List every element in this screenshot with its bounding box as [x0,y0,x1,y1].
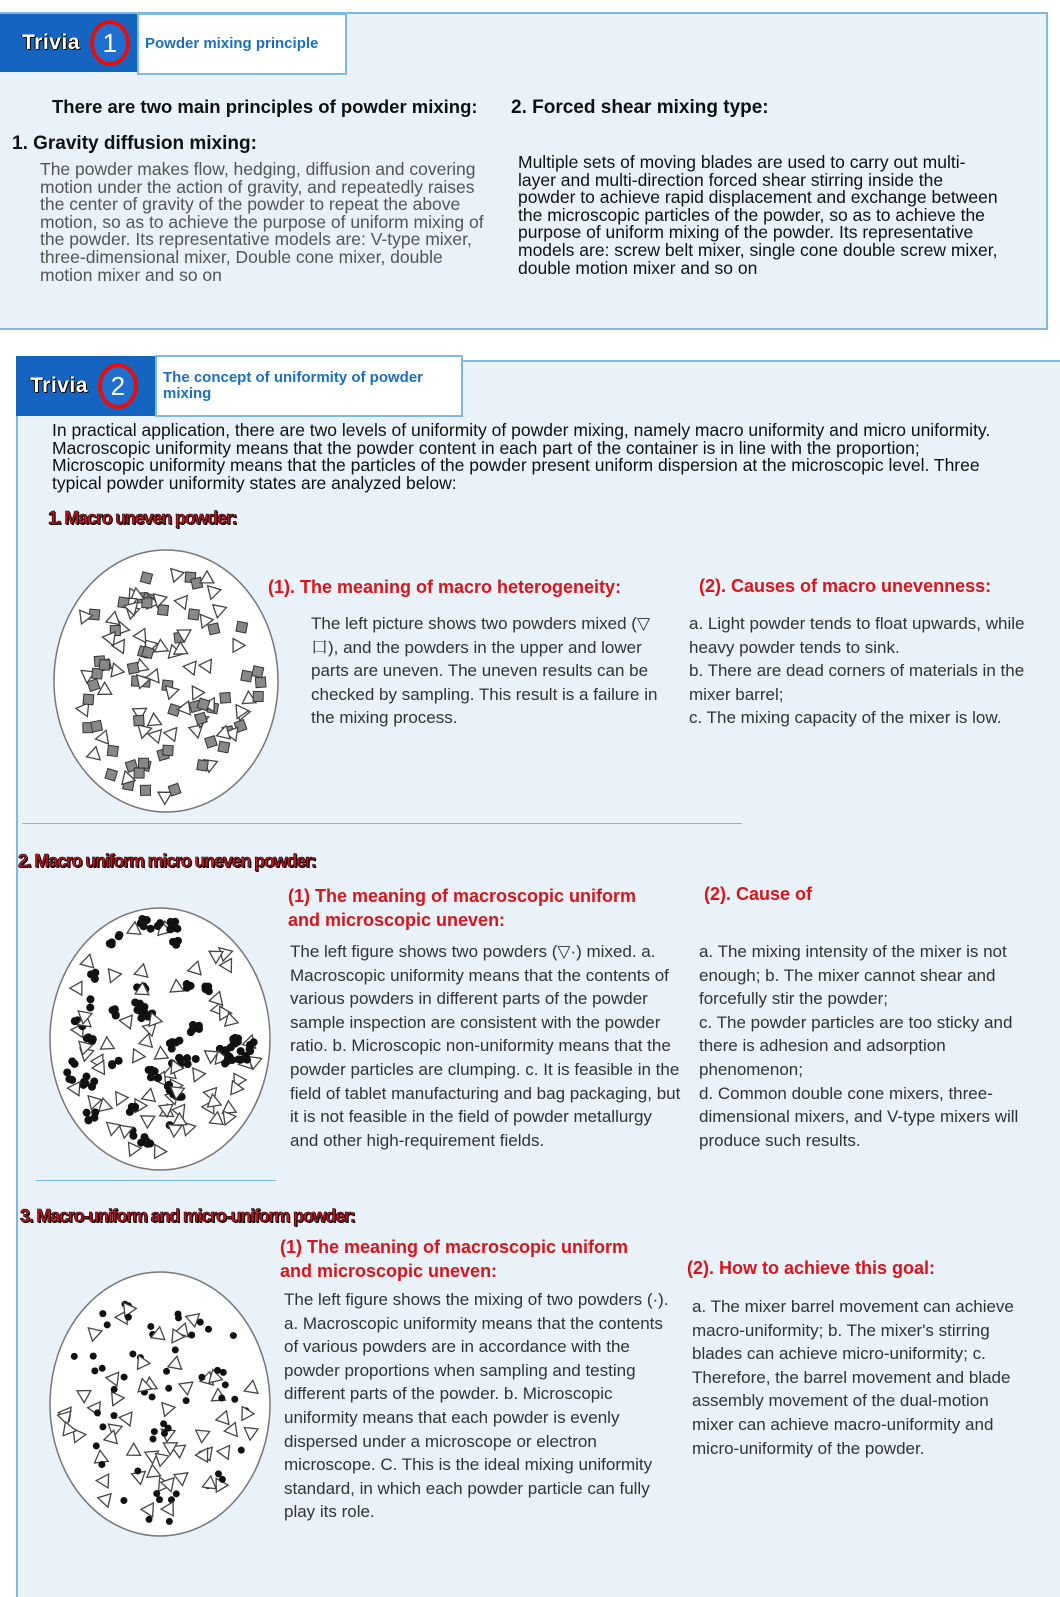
forced-shear-body: Multiple sets of moving blades are used to carry out multi-layer and multi-direction forced shear stirring inside the powder to achieve rapid displacement and exchange between the microscopic particles of the powder, so as to achieve the purpose of uniform mixing of the powder. Its representative models are: screw belt mixer, single cone double screw mixer, double motion mixer and so on [518,152,998,278]
macro-micro-uniform-illustration [46,1268,274,1540]
dot-particle [160,1420,167,1427]
macro-uneven-illustration [50,546,282,816]
dot-particle [83,1109,91,1117]
dot-particle [215,1470,222,1477]
dot-particle [222,1381,229,1388]
dot-particle [84,1116,92,1124]
case1-divider [22,823,742,824]
case2-cause-title: (2). Cause of [704,884,813,904]
dot-particle [141,1136,149,1144]
square-particle [220,692,231,703]
dot-particle [80,1078,88,1086]
dot-particle [187,982,195,990]
square-particle [252,666,264,678]
dot-particle [134,1467,141,1474]
square-particle [255,677,266,688]
section2-trivia-tab [16,356,156,416]
dot-particle [108,1061,116,1069]
dot-particle [166,1518,173,1525]
case3-meaning-text: The left figure shows the mixing of two powders (·). a. Macroscopic uniformity means that the contents of various powders are in accordance with the powder proportions when sampling and testing different parts of the powder. b. Microscopic uniformity means that each powder is evenly dispersed under a microscope or electron microscope. C. This is the ideal mixing uniformity standard, in which each powder particle can fully play its role. [284,1290,669,1522]
dot-particle [228,1056,236,1064]
dot-particle [151,1428,158,1435]
dot-particle [87,970,95,978]
dot-particle [71,1353,78,1360]
case1-heading: 1. Macro uneven powder: [48,508,237,528]
square-particle [107,745,118,756]
gravity-body: The powder makes flow, hedging, diffusion and covering motion under the action of gravity, and repeatedly raises the center of gravity of the powder to repeat the above motion, so as to achieve the purpose of uniform mixing of the powder. Its representative models are: V-type mixer, three-dimensional mixer, Double cone mixer, double motion mixer and so on [40,159,484,285]
dot-particle [189,1021,197,1029]
square-particle [241,670,253,682]
section1-trivia-tab [0,14,138,72]
dot-particle [156,919,164,927]
dot-particle [112,1012,120,1020]
dot-particle [183,1397,190,1404]
case2-meaning-title: (1) The meaning of macroscopic uniform and microscopic uneven: [288,886,637,930]
dot-particle [147,1073,155,1081]
square-particle [188,609,199,620]
square-particle [140,572,152,584]
dot-particle [188,1332,195,1339]
dot-particle [175,1310,182,1317]
section2-tab-label: The concept of uniformity of powder mixing [155,355,463,417]
dot-particle [125,1314,132,1321]
dot-particle [205,1326,212,1333]
dot-particle [99,1310,106,1317]
dot-particle [91,1367,98,1374]
dot-particle [163,1368,170,1375]
dot-particle [156,1496,163,1503]
dot-particle [115,931,123,939]
dot-particle [230,1036,238,1044]
dot-particle [243,1056,251,1064]
case2-cause-text: a. The mixing intensity of the mixer is not enough; b. The mixer cannot shear and forcefully stir the powder; c. The powder particles are too sticky and there is adhesion and adsorption phenomenon; d. Common double cone mixers, three-dimensional mixers, and V-type mixers will produce such results. [699,942,1019,1150]
dot-particle [90,1353,97,1360]
dot-particle [231,1396,238,1403]
dot-particle [214,1367,221,1374]
dot-particle [111,1412,118,1419]
dot-particle [154,1074,162,1082]
case1-cause-text: a. Light powder tends to float upwards, while heavy powder tends to sink. b. There are dead corners of materials in the mixer barrel; c. The mixing capacity of the mixer is low. [689,614,1025,728]
dot-particle [86,995,94,1003]
square-particle [134,768,144,778]
dot-particle [161,1430,168,1437]
macro-uniform-micro-uneven-illustration [46,904,274,1174]
square-particle [99,660,110,671]
case3-cause-text: a. The mixer barrel movement can achieve macro-uniformity; b. The mixer's stirring blades can achieve micro-uniformity; c. Therefore, the barrel movement and blade assembly movement of the dual-motion mixer can achieve macro-uniformity and micro-uniformity of the powder. [692,1297,1014,1458]
square-particle [140,785,150,795]
dot-particle [172,1346,179,1353]
dot-particle [168,924,176,932]
dot-particle [93,1442,100,1449]
dot-particle [192,1055,200,1063]
dot-particle [165,1385,172,1392]
square-particle [197,760,208,771]
dot-particle [86,1004,94,1012]
case3-cause-title: (2). How to achieve this goal: [687,1258,936,1278]
dot-particle [136,1000,144,1008]
section2-intro: In practical application, there are two levels of uniformity of powder mixing, namely macro uniformity and micro uniformity. Macroscopic uniformity means that the powder content in each part of the container is in line with the proportion; Microscopic uniformity means that the particles of the powder present uniform dispersion at the microscopic level. Three typical powder uniformity states are analyzed below: [52,420,991,493]
section1-tab-label: Powder mixing principle [137,13,347,75]
square-particle [158,605,169,616]
case2-divider [36,1180,276,1181]
square-particle [236,621,248,633]
square-particle [253,691,263,701]
dot-particle [115,1057,123,1065]
dot-particle [149,1436,156,1443]
dot-particle [121,1374,128,1381]
dot-particle [237,1047,245,1055]
square-particle [127,662,139,674]
square-particle [218,741,230,753]
dot-particle [99,1423,106,1430]
square-particle [91,720,103,732]
dot-particle [94,1409,101,1416]
case3-meaning-title: (1) The meaning of macroscopic uniform and microscopic uneven: [280,1237,629,1281]
forced-shear-heading: 2. Forced shear mixing type: [511,97,769,118]
dot-particle [147,1323,154,1330]
dot-particle [68,1057,76,1065]
section1-intro: There are two main principles of powder mixing: [52,96,478,117]
dot-particle [104,1321,111,1328]
dot-particle [177,1056,185,1064]
dot-particle [120,1497,127,1504]
dot-particle [65,1075,73,1083]
case2-meaning-text: The left figure shows two powders (▽·) mixed. a. Macroscopic uniformity means that the contents of various powders in different parts of the powder sample inspection are consistent with the powder ratio. b. Microscopic non-uniformity means that the powder particles are clumping. c. It is feasible in the field of tablet manufacturing and bag packaging, but it is not feasible in the field of powder metallurgy and other high-requirement fields. [290,942,681,1150]
dot-particle [198,1374,205,1381]
dot-particle [147,925,155,933]
gravity-heading: 1. Gravity diffusion mixing: [12,133,257,154]
dot-particle [99,1365,106,1372]
dot-particle [111,1386,118,1393]
dot-particle [172,941,180,949]
square-particle [105,768,117,780]
dot-particle [218,1395,225,1402]
dot-particle [138,915,146,923]
trivia-word: Trivia [30,374,88,397]
square-particle [163,745,174,756]
square-particle [134,715,145,726]
dot-particle [108,940,116,948]
dot-particle [146,1516,153,1523]
dot-particle [187,1028,195,1036]
square-particle [139,758,149,768]
dot-particle [140,922,148,930]
case3-heading: 3. Macro-uniform and micro-uniform powder: [20,1206,355,1226]
number-badge-1: 1 [90,20,130,66]
case2-heading: 2. Macro uniform micro uneven powder: [18,851,316,871]
dot-particle [128,1103,136,1111]
dot-particle [238,1447,245,1454]
square-particle [208,623,220,635]
case1-meaning-title: (1). The meaning of macro heterogeneity: [268,577,622,597]
dot-particle [153,1490,160,1497]
dot-particle [166,1039,174,1047]
number-badge-2: 2 [98,363,138,409]
dot-particle [230,1332,237,1339]
dot-particle [149,1393,156,1400]
dot-particle [147,1066,155,1074]
dot-particle [250,1038,258,1046]
case1-meaning-text: The left picture shows two powders mixed (▽口), and the powders in the upper and lower parts are uneven. The uneven results can be checked by sampling. This result is a failure in the mixing process. [311,614,658,728]
dot-particle [202,983,210,991]
dot-particle [129,1350,136,1357]
square-particle [83,694,94,705]
dot-particle [88,1083,96,1091]
case1-cause-title: (2). Causes of macro unevenness: [699,576,992,596]
dot-particle [98,1461,105,1468]
dot-particle [173,1490,180,1497]
trivia-word: Trivia [22,31,80,54]
